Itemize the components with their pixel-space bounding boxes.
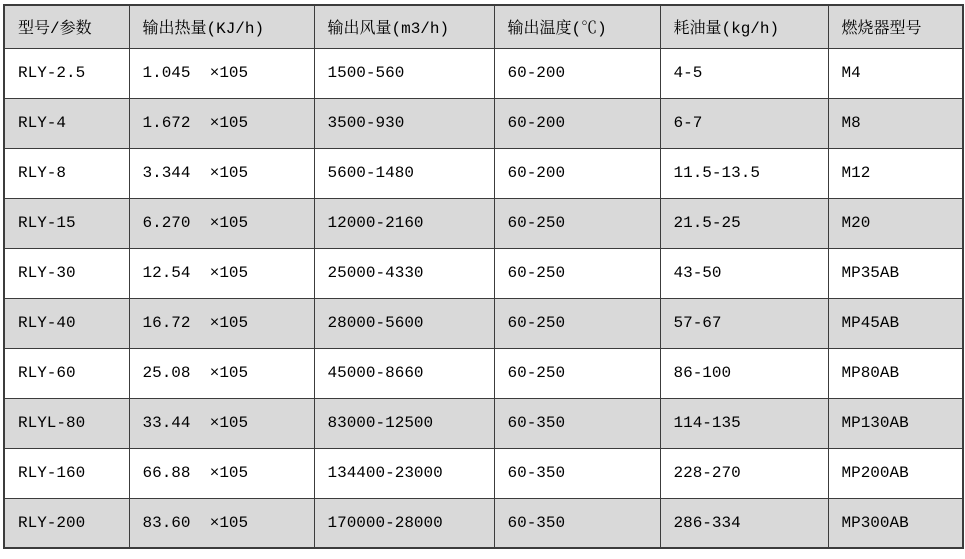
table-row (4, 48, 963, 98)
heat-output-cell: 12.54 ×105 (129, 248, 314, 298)
burner-model-cell: M4 (828, 48, 963, 98)
air-volume-cell: 170000-28000 (314, 498, 494, 548)
heat-output-cell: 25.08 ×105 (129, 348, 314, 398)
burner-model-cell: M12 (828, 148, 963, 198)
table-row (4, 448, 963, 498)
table-row (4, 248, 963, 298)
burner-model-cell: MP80AB (828, 348, 963, 398)
temperature-cell: 60-200 (494, 48, 660, 98)
table-row (4, 98, 963, 148)
table-row (4, 348, 963, 398)
burner-model-cell: M20 (828, 198, 963, 248)
temperature-cell: 60-200 (494, 148, 660, 198)
air-volume-cell: 83000-12500 (314, 398, 494, 448)
air-volume-cell: 12000-2160 (314, 198, 494, 248)
temperature-cell: 60-250 (494, 298, 660, 348)
header-row (4, 5, 963, 48)
air-volume-cell: 3500-930 (314, 98, 494, 148)
model-cell: RLY-2.5 (4, 48, 129, 98)
burner-model-cell: MP35AB (828, 248, 963, 298)
heat-output-cell: 3.344 ×105 (129, 148, 314, 198)
burner-model-cell: MP130AB (828, 398, 963, 448)
table-row (4, 498, 963, 548)
fuel-usage-cell: 6-7 (660, 98, 828, 148)
model-cell: RLY-8 (4, 148, 129, 198)
fuel-usage-cell: 86-100 (660, 348, 828, 398)
model-cell: RLY-15 (4, 198, 129, 248)
fuel-usage-cell: 114-135 (660, 398, 828, 448)
temperature-cell: 60-200 (494, 98, 660, 148)
temperature-cell: 60-350 (494, 398, 660, 448)
model-cell: RLY-4 (4, 98, 129, 148)
burner-model-cell: MP300AB (828, 498, 963, 548)
air-volume-cell: 45000-8660 (314, 348, 494, 398)
model-cell: RLY-60 (4, 348, 129, 398)
model-cell: RLYL-80 (4, 398, 129, 448)
temperature-cell: 60-350 (494, 448, 660, 498)
heat-output-cell: 1.672 ×105 (129, 98, 314, 148)
model-cell: RLY-160 (4, 448, 129, 498)
table-row (4, 148, 963, 198)
spec-table (3, 4, 964, 549)
temperature-cell: 60-250 (494, 348, 660, 398)
air-volume-cell: 1500-560 (314, 48, 494, 98)
column-header-heat-output: 输出热量(KJ/h) (129, 5, 314, 48)
column-header-model: 型号/参数 (4, 5, 129, 48)
air-volume-cell: 25000-4330 (314, 248, 494, 298)
heat-output-cell: 1.045 ×105 (129, 48, 314, 98)
table-row (4, 198, 963, 248)
temperature-cell: 60-250 (494, 248, 660, 298)
air-volume-cell: 5600-1480 (314, 148, 494, 198)
fuel-usage-cell: 21.5-25 (660, 198, 828, 248)
column-header-air-volume: 输出风量(m3/h) (314, 5, 494, 48)
burner-model-cell: MP200AB (828, 448, 963, 498)
fuel-usage-cell: 4-5 (660, 48, 828, 98)
model-cell: RLY-30 (4, 248, 129, 298)
column-header-temperature: 输出温度(℃) (494, 5, 660, 48)
model-cell: RLY-40 (4, 298, 129, 348)
column-header-burner-model: 燃烧器型号 (828, 5, 963, 48)
model-cell: RLY-200 (4, 498, 129, 548)
fuel-usage-cell: 11.5-13.5 (660, 148, 828, 198)
heat-output-cell: 16.72 ×105 (129, 298, 314, 348)
burner-model-cell: M8 (828, 98, 963, 148)
fuel-usage-cell: 57-67 (660, 298, 828, 348)
column-header-fuel-usage: 耗油量(kg/h) (660, 5, 828, 48)
heat-output-cell: 6.270 ×105 (129, 198, 314, 248)
heat-output-cell: 33.44 ×105 (129, 398, 314, 448)
temperature-cell: 60-350 (494, 498, 660, 548)
air-volume-cell: 28000-5600 (314, 298, 494, 348)
fuel-usage-cell: 228-270 (660, 448, 828, 498)
table-row (4, 398, 963, 448)
fuel-usage-cell: 43-50 (660, 248, 828, 298)
heat-output-cell: 66.88 ×105 (129, 448, 314, 498)
burner-model-cell: MP45AB (828, 298, 963, 348)
heat-output-cell: 83.60 ×105 (129, 498, 314, 548)
air-volume-cell: 134400-23000 (314, 448, 494, 498)
temperature-cell: 60-250 (494, 198, 660, 248)
table-row (4, 298, 963, 348)
fuel-usage-cell: 286-334 (660, 498, 828, 548)
